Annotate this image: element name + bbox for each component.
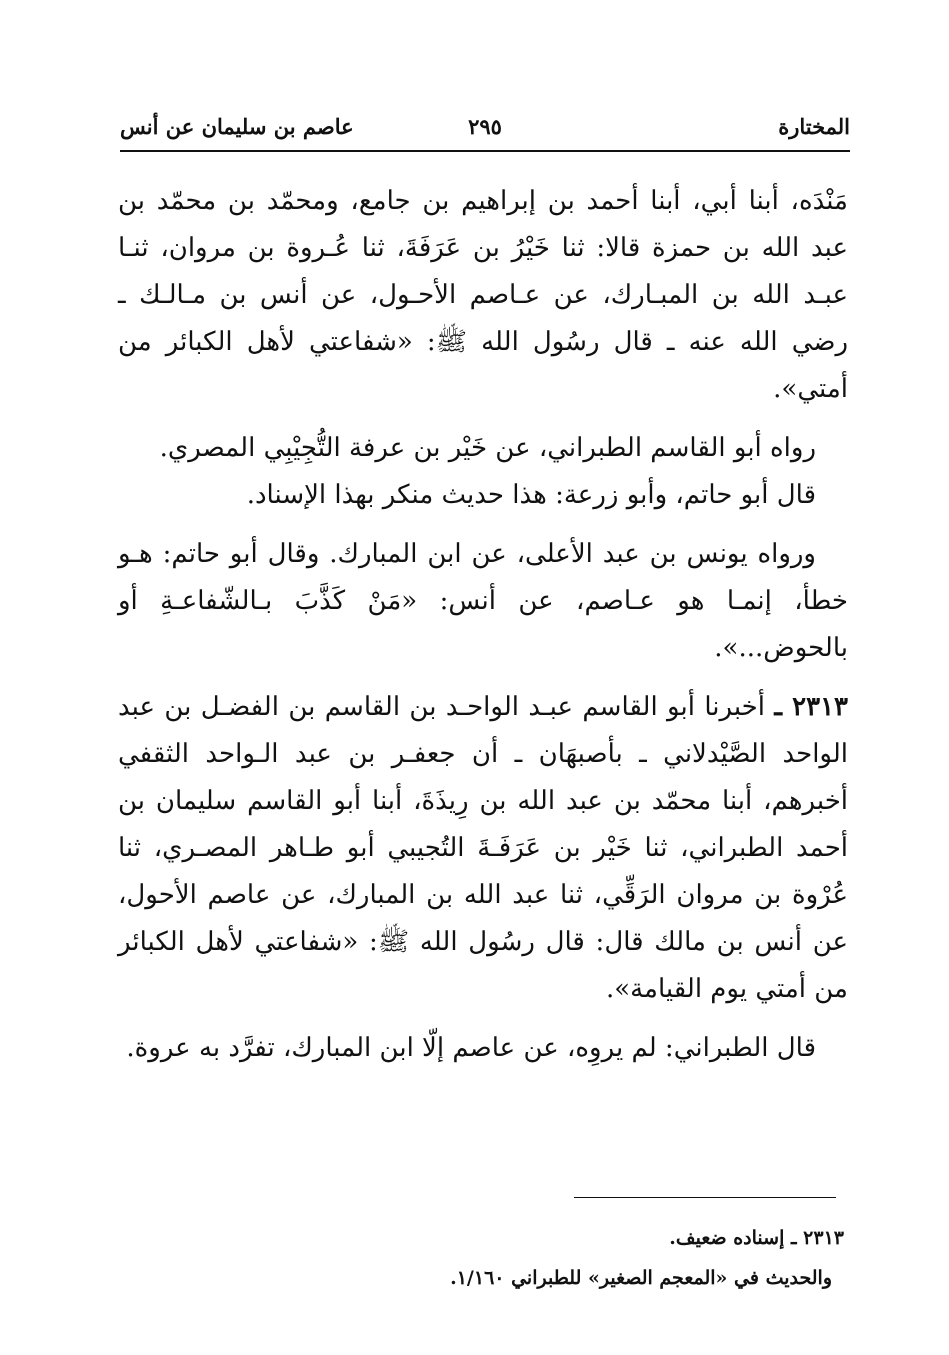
- hadith-number: ٢٣١٣ ـ: [774, 692, 849, 722]
- paragraph-tabarani-comment: قال الطبراني: لم يروِه، عن عاصم إلّا ابن المبارك، تفرَّد به عروة.: [126, 1033, 816, 1063]
- footnote-divider: [574, 1197, 836, 1198]
- main-text: [118, 178, 848, 1072]
- paragraph-isnad: مَنْدَه، أبنا أبي، أبنا أحمد بن إبراهيم بن جامع، ومحمّد بن محمّد بن عبد الله بن حمزة قالا: ثنا خَيْرُ بن عَرَفَةَ، ثنا عُـروة بن مروان، ثنـا عبـد الله بن المبـارك، عن عـاصم الأحـول، عن أنس بن مـالـك ـ رضي الله عنه ـ قال رسُول الله ﷺ: «شفاعتي لأهل الكبائر من أمتي».: [118, 186, 848, 404]
- paragraph-abu-hatim: قال أبو حاتم، وأبو زرعة: هذا حديث منكر بهذا الإسناد.: [246, 480, 816, 510]
- hadith-2313: [118, 684, 848, 1013]
- footnote-2: والحديث في «المعجم الصغير» للطبراني ١/١٦٠.: [450, 1267, 832, 1289]
- hadith-text: أخبرنا أبو القاسم عبـد الواحـد بن القاسم بن الفضـل بن عبد الواحد الصَّيْدلاني ـ بأصبهَان ـ أن جعفـر بن عبد الـواحد الثقفي أخبرهم، أبنا محمّد بن عبد الله بن رِيذَةَ، أبنا أبو القاسم سليمان بن أحمد الطبراني، ثنا خَيْر بن عَرَفَـةَ التُجيبي أبو طـاهر المصـري، ثنا عُرْوة بن مروان الرَقِّي، ثنا عبد الله بن المبارك، عن عاصم الأحول، عن أنس بن مالك قال: قال رسُول الله ﷺ: «شفاعتي لأهل الكبائر من أمتي يوم القيامة».: [118, 692, 848, 1004]
- page-number: ٢٩٥: [468, 114, 502, 139]
- paragraph-yunus: ورواه يونس بن عبد الأعلى، عن ابن المبارك. وقال أبو حاتم: هـو خطأ، إنمـا هو عـاصم، عن أنس: «مَنْ كَذَّبَ بـالشّفاعـةِ أو بالحوض...».: [118, 539, 848, 663]
- footnote-1: ٢٣١٣ ـ إسناده ضعيف.: [669, 1227, 844, 1249]
- header-book-title: المختارة: [778, 114, 850, 139]
- page-header: [120, 112, 850, 146]
- paragraph-tabarani: رواه أبو القاسم الطبراني، عن خَيْر بن عرفة التُّجِيْبِي المصري.: [159, 433, 816, 463]
- header-divider: [120, 150, 850, 152]
- footnotes: [118, 1218, 844, 1298]
- header-chapter-title: عاصم بن سليمان عن أنس: [120, 114, 354, 139]
